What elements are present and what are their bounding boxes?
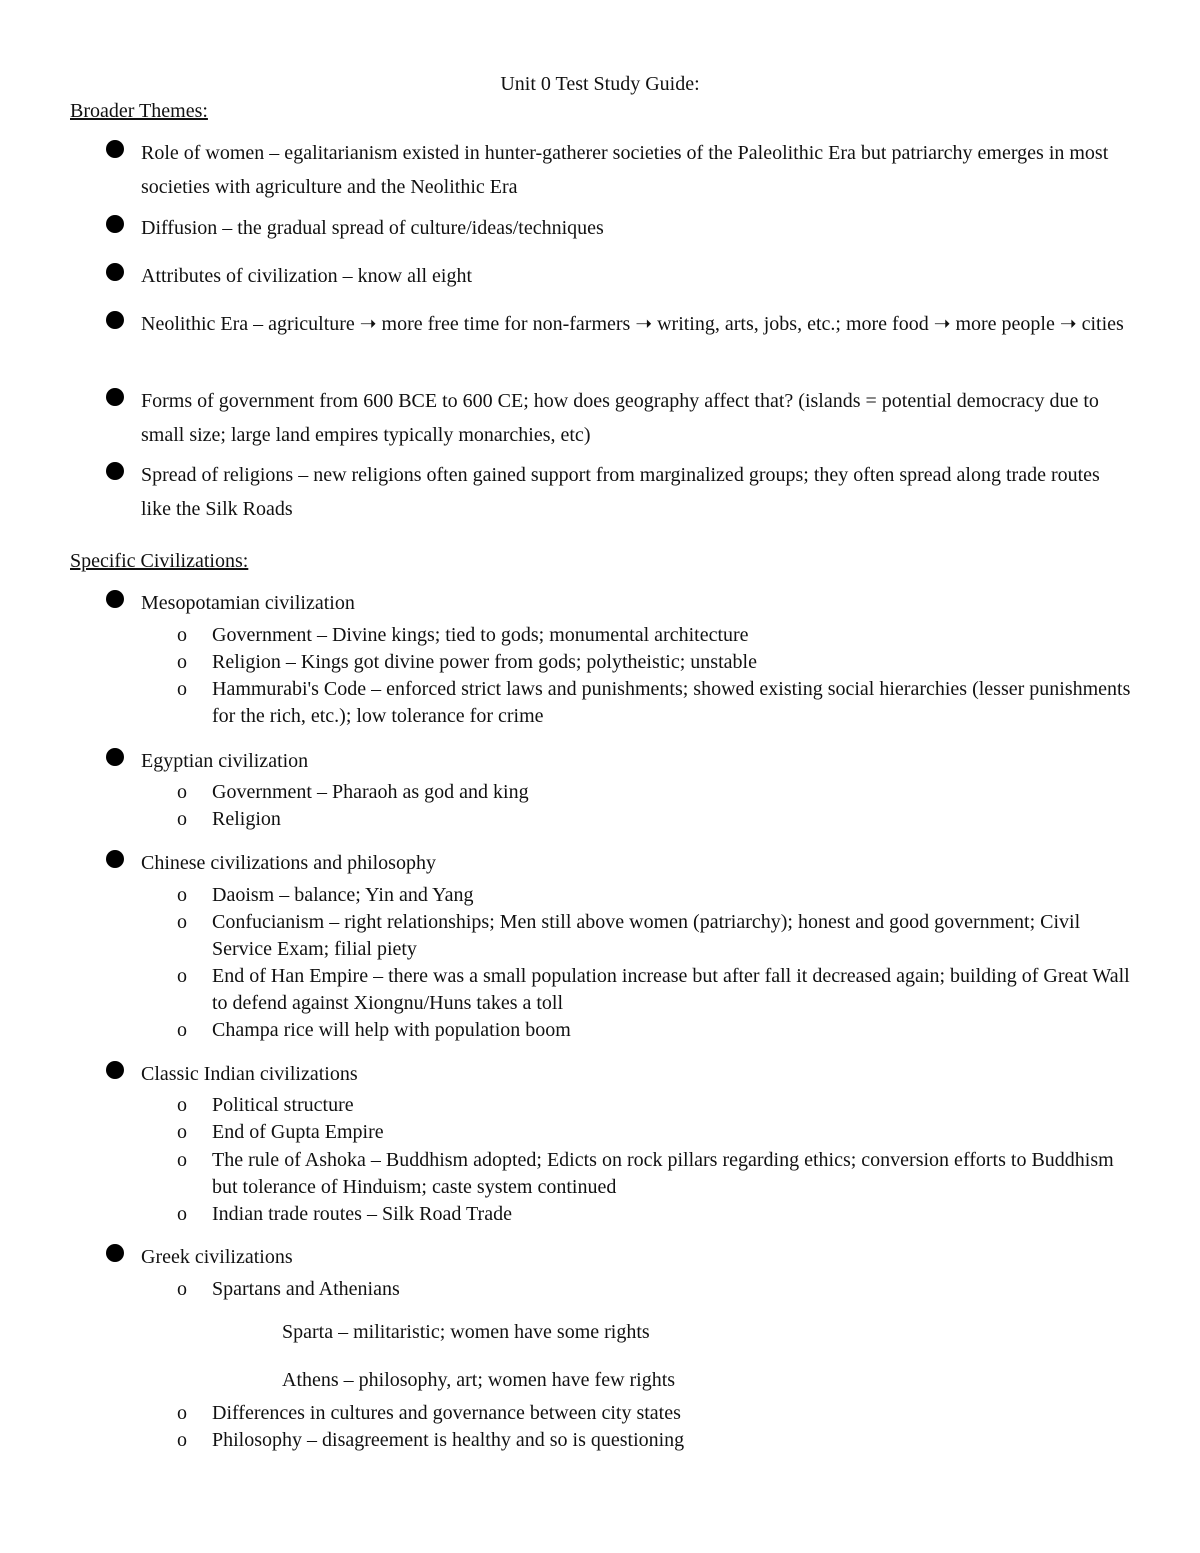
sub-list-item-text: End of Gupta Empire (212, 1121, 384, 1143)
bullet-icon (106, 388, 124, 406)
sub-list-item-text: Indian trade routes – Silk Road Trade (212, 1203, 512, 1225)
sub-list-item-text: Confucianism – right relationships; Men still above women (patriarchy); honest and good government; Civil Service Exam; filial piety (212, 911, 1081, 960)
bullet-icon (106, 311, 124, 329)
civilization-label: Greek civilizations (141, 1246, 293, 1268)
bullet-icon (106, 1244, 124, 1262)
sub-list-item-text: Differences in cultures and governance between city states (212, 1402, 681, 1424)
sub-list-item-text: Government – Divine kings; tied to gods; monumental architecture (212, 624, 749, 646)
sub-bullet-icon: o (177, 1121, 187, 1143)
sub-bullet-icon: o (177, 884, 187, 906)
sub-bullet-icon: o (177, 651, 187, 673)
broader-themes-heading: Broader Themes: (70, 100, 208, 122)
sub-list-item-text: Spartans and Athenians (212, 1278, 400, 1300)
sub-list-item-text: End of Han Empire – there was a small population increase but after fall it decreased again; building of Great Wall to defend against Xiongnu/Huns takes a toll (212, 965, 1130, 1014)
sub-list-item-text: Religion (212, 808, 281, 830)
civilization-label: Mesopotamian civilization (141, 592, 355, 614)
detail-text: Sparta – militaristic; women have some rights (282, 1321, 650, 1343)
detail-text: Athens – philosophy, art; women have few rights (282, 1369, 676, 1391)
list-item-text: Diffusion – the gradual spread of culture/ideas/techniques (141, 217, 604, 239)
list-item-text: Neolithic Era – agriculture ➝ more free time for non-farmers ➝ writing, arts, jobs, etc.; more food ➝ more people ➝ cities (141, 313, 1124, 335)
sub-bullet-icon: o (177, 1429, 187, 1451)
sub-list-item-text: Political structure (212, 1094, 354, 1116)
civilization-label: Chinese civilizations and philosophy (141, 852, 436, 874)
sub-bullet-icon: o (177, 1094, 187, 1116)
civilization-label: Classic Indian civilizations (141, 1063, 358, 1085)
list-item-text: Attributes of civilization – know all eight (141, 265, 473, 287)
sub-list-item-text: The rule of Ashoka – Buddhism adopted; Edicts on rock pillars regarding ethics; conversion efforts to Buddhism but tolerance of Hinduism; caste system continued (212, 1149, 1114, 1198)
sub-bullet-icon: o (177, 911, 187, 933)
sub-list-item-text: Champa rice will help with population boom (212, 1019, 571, 1041)
sub-bullet-icon: o (177, 1203, 187, 1225)
sub-bullet-icon: o (177, 808, 187, 830)
sub-bullet-icon: o (177, 1402, 187, 1424)
bullet-icon (106, 748, 124, 766)
bullet-icon (106, 263, 124, 281)
bullet-icon (106, 590, 124, 608)
sub-list-item-text: Religion – Kings got divine power from gods; polytheistic; unstable (212, 651, 757, 673)
bullet-icon (106, 462, 124, 480)
list-item-text: Spread of religions – new religions often gained support from marginalized groups; they often spread along trade routes like the Silk Roads (141, 464, 1100, 520)
page-title: Unit 0 Test Study Guide: (500, 73, 700, 95)
bullet-icon (106, 140, 124, 158)
civilization-label: Egyptian civilization (141, 750, 309, 772)
sub-bullet-icon: o (177, 781, 187, 803)
sub-list-item-text: Government – Pharaoh as god and king (212, 781, 529, 803)
bullet-icon (106, 1061, 124, 1079)
sub-bullet-icon: o (177, 1278, 187, 1300)
sub-bullet-icon: o (177, 965, 187, 987)
bullet-icon (106, 215, 124, 233)
list-item-text: Role of women – egalitarianism existed in hunter-gatherer societies of the Paleolithic Era but patriarchy emerges in most societies with agriculture and the Neolithic Era (141, 142, 1109, 198)
sub-list-item-text: Hammurabi's Code – enforced strict laws and punishments; showed existing social hierarchies (lesser punishments for the rich, etc.); low tolerance for crime (212, 678, 1131, 727)
sub-bullet-icon: o (177, 624, 187, 646)
specific-civilizations-heading: Specific Civilizations: (70, 550, 249, 572)
sub-list-item-text: Philosophy – disagreement is healthy and so is questioning (212, 1429, 685, 1451)
list-item-text: Forms of government from 600 BCE to 600 CE; how does geography affect that? (islands = potential democracy due to small size; large land empires typically monarchies, etc) (141, 390, 1099, 446)
sub-list-item-text: Daoism – balance; Yin and Yang (212, 884, 474, 906)
sub-bullet-icon: o (177, 678, 187, 700)
bullet-icon (106, 850, 124, 868)
sub-bullet-icon: o (177, 1019, 187, 1041)
sub-bullet-icon: o (177, 1149, 187, 1171)
